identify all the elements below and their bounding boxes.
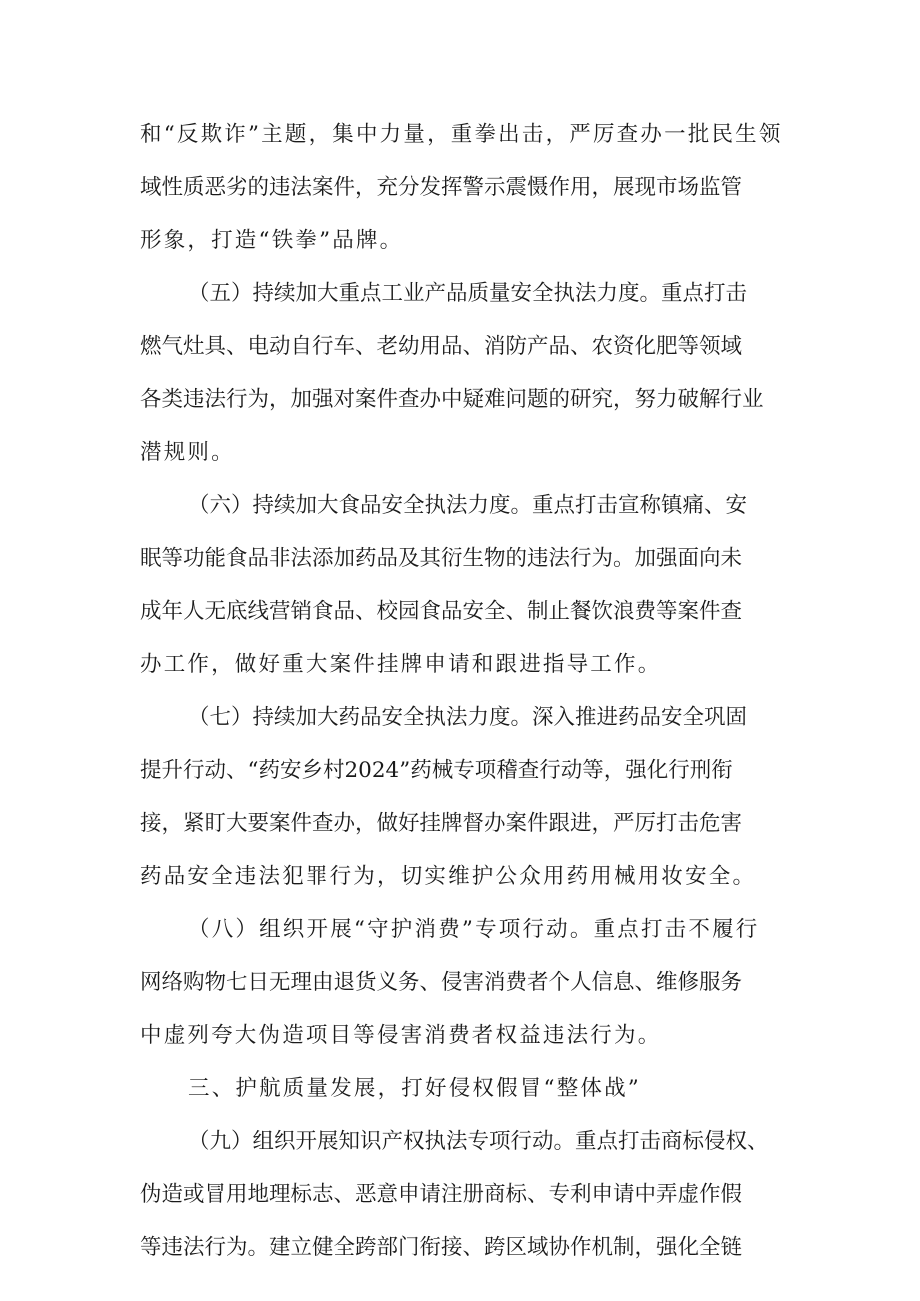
paragraph-line: 网络购物七日无理由退货义务、侵害消费者个人信息、维修服务 — [140, 970, 743, 995]
section-heading: 三、护航质量发展，打好侵权假冒“整体战” — [188, 1076, 641, 1101]
paragraph-line: 药品安全违法犯罪行为，切实维护公众用药用械用妆安全。 — [140, 864, 757, 889]
paragraph-line: （九）组织开展知识产权执法专项行动。重点打击商标侵权、 — [188, 1129, 769, 1154]
paragraph-line: 各类违法行为，加强对案件查办中疑难问题的研究，努力破解行业 — [140, 387, 764, 412]
paragraph-line: （五）持续加大重点工业产品质量安全执法力度。重点打击 — [188, 281, 748, 306]
paragraph-line: 域性质恶劣的违法案件，充分发挥警示震慑作用，展现市场监管 — [140, 175, 743, 200]
paragraph-line: 等违法行为。建立健全跨部门衔接、跨区域协作机制，强化全链 — [140, 1235, 743, 1260]
paragraph-line: 办工作，做好重大案件挂牌申请和跟进指导工作。 — [140, 652, 662, 677]
paragraph-line: （七）持续加大药品安全执法力度。深入推进药品安全巩固 — [188, 705, 748, 730]
paragraph-line: 伪造或冒用地理标志、恶意申请注册商标、专利申请中弄虚作假 — [140, 1182, 743, 1207]
paragraph-line: 和“反欺诈”主题，集中力量，重拳出击，严厉查办一批民生领 — [140, 122, 783, 147]
paragraph-line: 提升行动、“药安乡村2024”药械专项稽查行动等，强化行刑衔 — [140, 758, 733, 783]
paragraph-line: （六）持续加大食品安全执法力度。重点打击宣称镇痛、安 — [188, 493, 748, 518]
paragraph-line: 燃气灶具、电动自行车、老幼用品、消防产品、农资化肥等领域 — [140, 334, 743, 359]
paragraph-line: 形象，打造“铁拳”品牌。 — [140, 228, 404, 253]
paragraph-line: 眠等功能食品非法添加药品及其衍生物的违法行为。加强面向未 — [140, 546, 743, 571]
paragraph-line: 中虚列夸大伪造项目等侵害消费者权益违法行为。 — [140, 1023, 662, 1048]
paragraph-line: 接，紧盯大要案件查办，做好挂牌督办案件跟进，严厉打击危害 — [140, 811, 743, 836]
paragraph-line: 成年人无底线营销食品、校园食品安全、制止餐饮浪费等案件查 — [140, 599, 743, 624]
paragraph-line: 潜规则。 — [140, 440, 235, 465]
paragraph-line: （八）组织开展“守护消费”专项行动。重点打击不履行 — [188, 917, 760, 942]
